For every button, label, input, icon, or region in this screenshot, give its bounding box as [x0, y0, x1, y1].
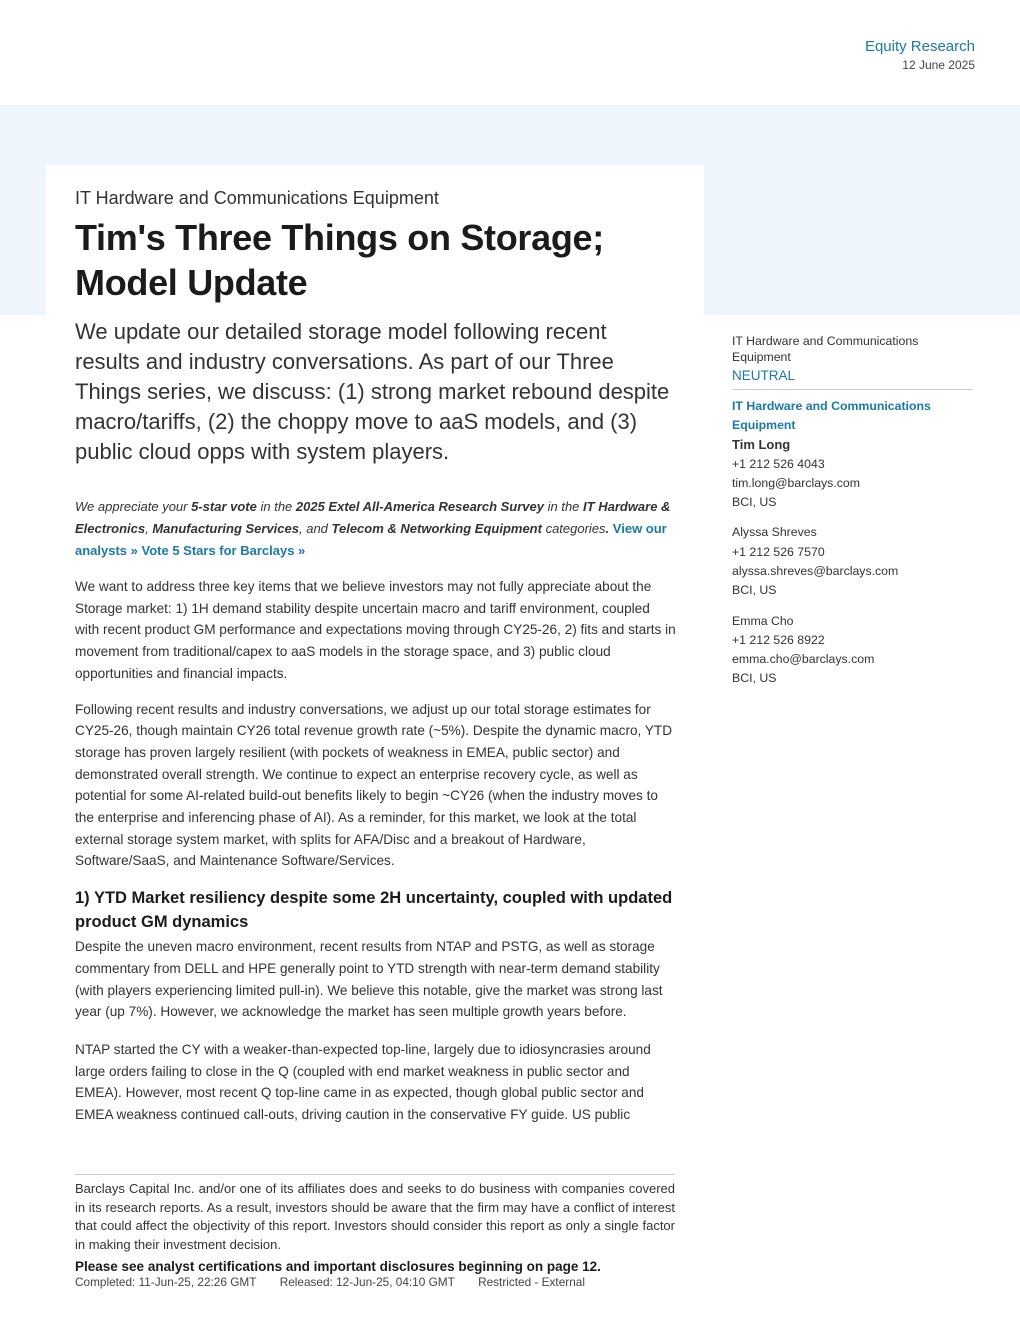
analyst-card — [732, 523, 973, 600]
main-content — [75, 188, 677, 1126]
report-subtitle: We update our detailed storage model following recent results and industry conversations. As part of our Three Things series, we discuss: (1) strong market rebound despite macro/tariffs, (2) the choppy move to aaS models, and (3) public cloud opps with system players. — [75, 319, 670, 464]
vote-note — [75, 496, 677, 562]
body-paragraph-4: NTAP started the CY with a weaker-than-expected top-line, largely due to idiosyncrasies around large orders failing to close in the Q (coupled with end market weakness in public sector and EMEA). However, most recent Q top-line came in as expected, though global public sector and EMEA weakness continued call-outs, driving caution in the conservative FY guide. US public — [75, 1041, 651, 1123]
view-analysts-link[interactable]: View our analysts » — [75, 521, 667, 558]
vote-bold-2: 2025 Extel All-America Research Survey — [295, 499, 544, 514]
analyst-card — [732, 612, 973, 689]
publication-meta — [75, 1275, 675, 1289]
completed-timestamp: Completed: 11-Jun-25, 22:26 GMT — [75, 1275, 257, 1289]
body-paragraph-2: Following recent results and industry conversations, we adjust up our total storage estimates for CY25-26, though maintain CY26 total revenue growth rate (~5%). Despite the dynamic macro, YTD storage has proven largely resilient (with pockets of weakness in EMEA, public sector) and demonstrated overall strength. We continue to expect an enterprise recovery cycle, as well as potential for some AI-related build-out benefits likely to begin ~CY26 (when the industry moves to the enterprise and inferencing phase of AI). As a reminder, for this market, we look at the total external storage system market, with splits for AFA/Disc and a breakout of Hardware, Software/SaaS, and Maintenance Software/Services. — [75, 701, 673, 869]
analyst-phone: +1 212 526 4043 — [732, 456, 825, 471]
analyst-sidebar — [732, 333, 973, 689]
vote-five-stars-link[interactable]: Vote 5 Stars for Barclays » — [141, 543, 306, 558]
restriction-label: Restricted - External — [478, 1275, 585, 1289]
vote-text-5: , and — [298, 521, 332, 536]
rating-badge: NEUTRAL — [732, 368, 796, 383]
analyst-email[interactable]: alyssa.shreves@barclays.com — [732, 563, 899, 578]
analyst-email[interactable]: tim.long@barclays.com — [732, 475, 860, 490]
vote-text-1: We appreciate your — [75, 499, 192, 514]
vote-bold-1: 5-star vote — [191, 499, 257, 514]
analyst-phone: +1 212 526 7570 — [732, 544, 825, 559]
report-date: 12 June 2025 — [902, 58, 975, 72]
disclosures-notice: Please see analyst certifications and important disclosures beginning on page 12. — [75, 1259, 601, 1274]
report-header — [865, 38, 975, 72]
analyst-phone: +1 212 526 8922 — [732, 632, 825, 647]
analyst-name: Emma Cho — [732, 613, 794, 628]
vote-dot: . — [605, 521, 610, 536]
analyst-card — [732, 435, 973, 512]
released-timestamp: Released: 12-Jun-25, 04:10 GMT — [279, 1275, 455, 1289]
body-paragraph-3: Despite the uneven macro environment, recent results from NTAP and PSTG, as well as storage commentary from DELL and HPE generally point to YTD strength with near-term demand stability (with players experiencing limited pull-in). We believe this notable, give the market was strong last year (up 7%). However, we acknowledge the market has seen multiple growth years before. — [75, 939, 663, 1020]
body-paragraph-1: We want to address three key items that we believe investors may not fully appreciate about the Storage market: 1) 1H demand stability despite uncertain macro and tariff environment, coupled with recent product GM performance and expectations moving through CY25-26, 2) fits and starts in movement from traditional/capex to aaS models in the storage space, and 3) public cloud opportunities and financial impacts. — [75, 579, 676, 681]
analyst-email[interactable]: emma.cho@barclays.com — [732, 652, 875, 667]
analyst-entity: BCI, US — [732, 671, 777, 686]
report-type: Equity Research — [864, 38, 975, 55]
section-heading-1: 1) YTD Market resiliency despite some 2H uncertainty, coupled with updated product GM dynamics — [75, 889, 673, 932]
vote-bold-5: Telecom & Networking Equipment — [331, 521, 542, 536]
team-name: IT Hardware and Communications Equipment — [732, 399, 931, 432]
analyst-name: Alyssa Shreves — [732, 525, 817, 540]
report-title: Tim's Three Things on Storage; Model Update — [75, 217, 604, 303]
page-footer — [75, 1174, 675, 1289]
analyst-entity: BCI, US — [732, 495, 777, 510]
sector-label: IT Hardware and Communications Equipment — [75, 188, 439, 208]
vote-text-3: in the — [544, 499, 584, 514]
vote-bold-4: Manufacturing Services — [152, 521, 299, 536]
analyst-entity: BCI, US — [732, 583, 777, 598]
vote-text-4: , — [145, 521, 153, 536]
conflict-disclaimer: Barclays Capital Inc. and/or one of its affiliates does and seeks to do business with companies covered in its research reports. As a result, investors should be aware that the firm may have a conflict of interest that could affect the objectivity of this report. Investors should consider this report as only a single factor in making their investment decision. — [75, 1181, 675, 1252]
vote-bold-3: IT Hardware & Electronics — [75, 499, 671, 536]
sidebar-sector: IT Hardware and Communications Equipment — [732, 334, 919, 364]
vote-text-2: in the — [256, 499, 296, 514]
analyst-name: Tim Long — [732, 437, 791, 452]
sidebar-divider — [732, 389, 973, 390]
vote-text-6: categories — [541, 521, 606, 536]
